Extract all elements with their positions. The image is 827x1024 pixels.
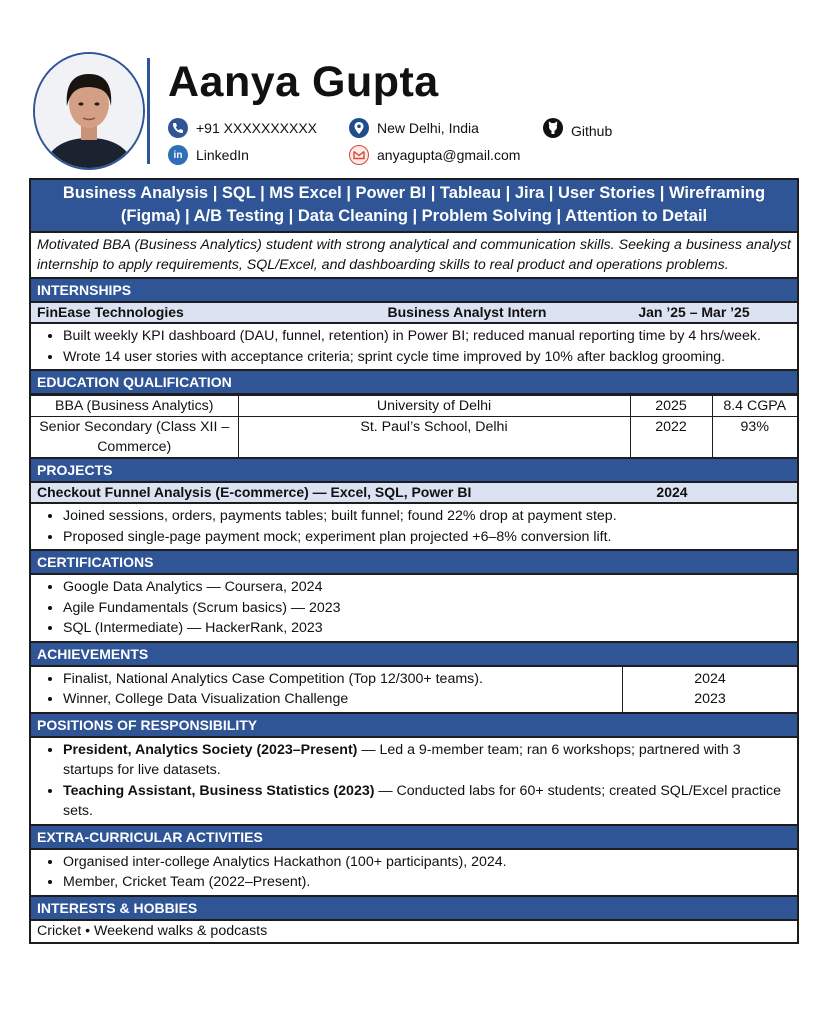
extracurricular-heading: EXTRA-CURRICULAR ACTIVITIES [31,824,797,850]
list-item: • Organised inter-college Analytics Hackathon (100+ participants), 2024. [63,852,791,873]
edu-institution: St. Paul’s School, Delhi [238,417,630,458]
positions-list [31,738,797,824]
project-year: 2024 [656,484,688,500]
location-contact [349,118,479,138]
location-text: New Delhi, India [377,120,479,136]
edu-year: 2025 [630,396,712,417]
education-heading: EDUCATION QUALIFICATION [31,369,797,395]
location-pin-icon [349,118,369,138]
table-row [31,417,797,458]
project-title: Checkout Funnel Analysis (E-commerce) — Excel, SQL, Power BI [37,484,472,500]
summary: Motivated BBA (Business Analytics) student with strong analytical and communication skills. Seeking a business analyst internship to apply requirements, SQL/Excel, and dashboarding skills to real product and operations problems. [31,231,797,277]
position-desc: — Conducted labs for 60+ students; created SQL/Excel practice sets. [63,782,781,819]
email-link[interactable] [349,145,520,165]
list-item [63,781,791,822]
interests-text: Cricket • Weekend walks & podcasts [37,922,268,939]
edu-score: 8.4 CGPA [712,396,797,417]
certifications-heading: CERTIFICATIONS [31,549,797,575]
phone-icon [168,118,188,138]
project-bullets [31,504,797,549]
interests-heading: INTERESTS & HOBBIES [31,895,797,921]
linkedin-link[interactable] [168,145,249,165]
internship-header-row [31,303,797,324]
list-item: • Finalist, National Analytics Case Competition (Top 12/300+ teams). [63,669,616,690]
achievements-heading: ACHIEVEMENTS [31,641,797,667]
email-icon [349,145,369,165]
position-title: Teaching Assistant, Business Statistics (2023) [63,782,375,799]
github-link[interactable] [543,118,612,138]
position-desc: — Led a 9-member team; ran 6 workshops; partnered with 3 startups for live datasets. [63,741,741,778]
extracurricular-list [31,850,797,895]
edu-degree: Senior Secondary (Class XII – Commerce) [31,417,238,458]
skills-banner: Business Analysis | SQL | MS Excel | Power BI | Tableau | Jira | User Stories | Wireframing (Figma) | A/B Testing | Data Cleaning | Problem Solving | Attention to Detail [31,180,797,231]
list-item: • SQL (Intermediate) — HackerRank, 2023 [63,618,791,639]
list-item: • Proposed single-page payment mock; experiment plan projected +6–8% conversion lift. [63,527,791,548]
achievements-row [31,667,797,712]
github-icon [543,118,563,138]
internship-dates: Jan ’25 – Mar ’25 [638,304,750,320]
internship-role: Business Analyst Intern [387,304,547,320]
list-item: • Member, Cricket Team (2022–Present). [63,872,791,893]
resume-body [29,178,799,944]
list-item: • Agile Fundamentals (Scrum basics) — 2023 [63,598,791,619]
edu-score: 93% [712,417,797,458]
positions-heading: POSITIONS OF RESPONSIBILITY [31,712,797,738]
list-item: • Google Data Analytics — Coursera, 2024 [63,577,791,598]
list-item: • Wrote 14 user stories with acceptance criteria; sprint cycle time improved by 10% after backlog grooming. [63,347,791,368]
edu-year: 2022 [630,417,712,458]
projects-heading: PROJECTS [31,457,797,483]
project-header-row [31,483,797,504]
table-row [31,396,797,417]
edu-degree: BBA (Business Analytics) [31,396,238,417]
candidate-name: Aanya Gupta [168,58,439,106]
achievement-list [31,667,623,712]
edu-institution: University of Delhi [238,396,630,417]
list-item: • Built weekly KPI dashboard (DAU, funnel, retention) in Power BI; reduced manual reporting time by 4 hrs/week. [63,326,791,347]
phone-contact[interactable] [168,118,317,138]
achievement-years [623,667,797,712]
email-address: anyagupta@gmail.com [377,147,521,163]
linkedin-icon: in [168,145,188,165]
internship-bullets [31,324,797,369]
profile-photo [33,52,145,170]
list-item [63,740,791,781]
achievement-year: 2024 [694,670,726,687]
phone-number: +91 XXXXXXXXXX [196,120,318,136]
list-item: • Joined sessions, orders, payments tables; built funnel; found 22% drop at payment step. [63,506,791,527]
certification-list [31,575,797,641]
internships-heading: INTERNSHIPS [31,277,797,303]
list-item: • Winner, College Data Visualization Challenge [63,689,616,710]
achievement-year: 2023 [694,690,726,707]
internship-company: FinEase Technologies [37,304,184,320]
header-divider [147,58,150,164]
education-table [31,395,797,457]
position-title: President, Analytics Society (2023–Present) [63,741,358,758]
linkedin-label: LinkedIn [196,147,249,163]
github-label: Github [571,123,613,139]
